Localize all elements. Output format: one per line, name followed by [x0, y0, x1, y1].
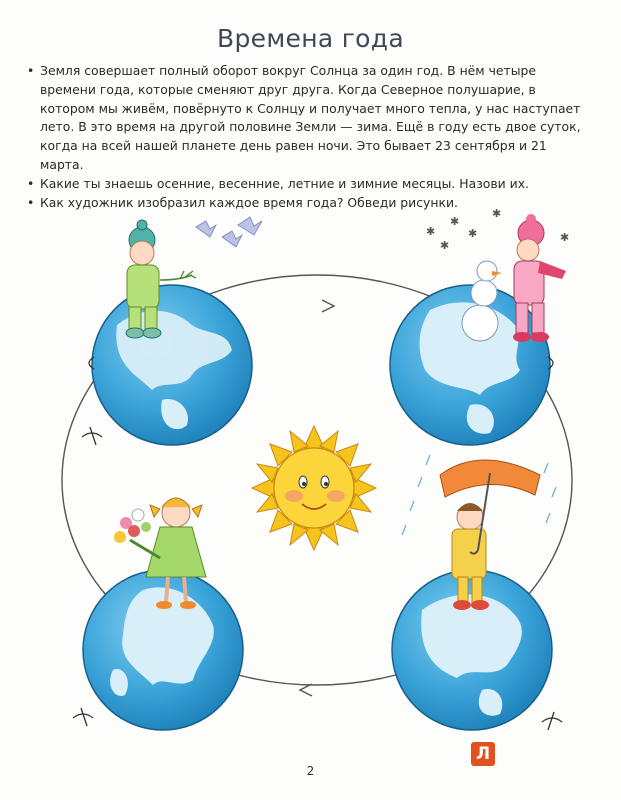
page-number: 2: [306, 764, 315, 778]
snowflakes-icon: [426, 207, 569, 252]
bullet-list: [26, 62, 586, 212]
svg-text:✱: ✱: [426, 225, 436, 238]
summer-globe: [73, 570, 243, 730]
seasons-illustration: [0, 205, 621, 765]
birds-icon: [196, 217, 262, 247]
page-title: Времена года: [217, 24, 404, 53]
bullet-item-intro: • Земля совершает полный оборот вокруг Солнца за один год. В нём четыре времени года, которые сменяют друг друга. Когда Северное полушарие, в котором мы живём, повёрнуто к Солнцу и получает много тепла, у нас наступает лето. В это время на другой половине Земли — зима. Ещё в году есть двое суток, когда на всей нашей планете день равен ночи. Это бывает 23 сентября и 21 марта.: [26, 62, 586, 175]
orbit-arrow-bottom-icon: [300, 684, 312, 696]
svg-text:✱: ✱: [560, 231, 570, 244]
bullet-item-artist-question: • Как художник изобразил каждое время года? Обведи рисунки.: [26, 194, 586, 213]
svg-text:✱: ✱: [492, 207, 502, 220]
publisher-logo: Л: [471, 742, 495, 766]
svg-text:✱: ✱: [450, 215, 460, 228]
svg-text:✱: ✱: [468, 227, 478, 240]
orbit-arrow-top-icon: [322, 300, 334, 312]
sun-icon: [252, 426, 376, 550]
winter-child-figure: [513, 214, 566, 342]
spring-globe: [82, 285, 252, 445]
svg-text:✱: ✱: [440, 239, 450, 252]
bullet-item-months-question: • Какие ты знаешь осенние, весенние, летние и зимние месяцы. Назови их.: [26, 175, 586, 194]
